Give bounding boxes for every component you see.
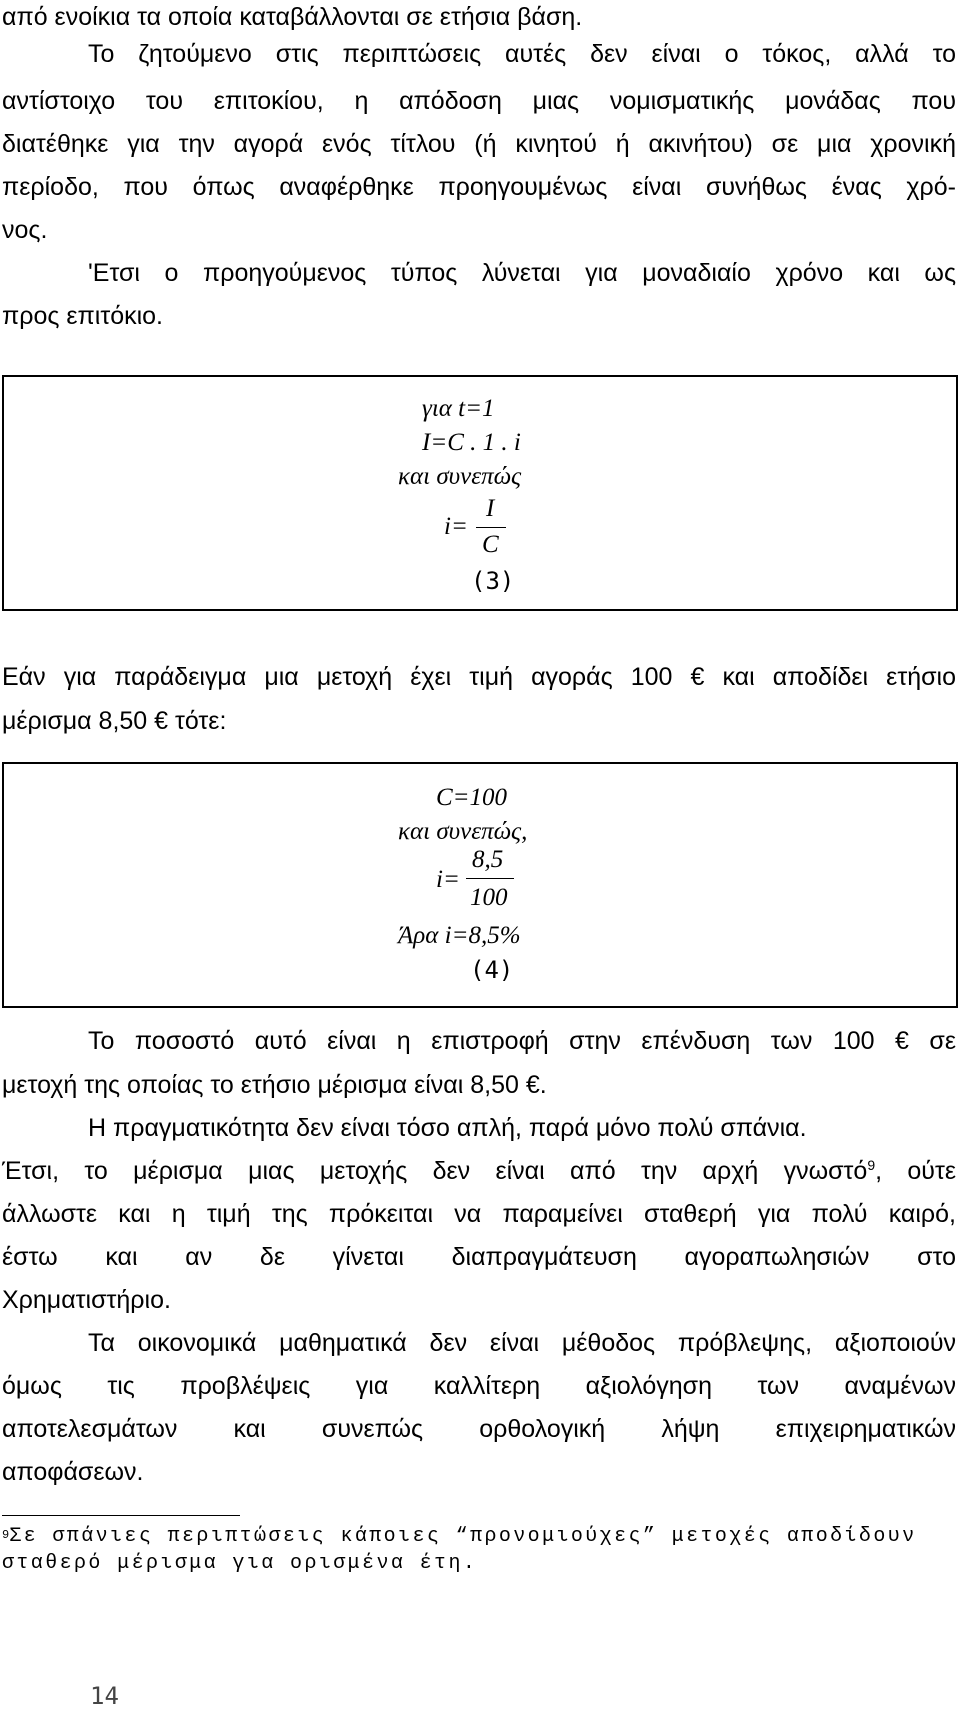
paragraph-line-with-footnote-ref xyxy=(2,1156,956,1186)
formula-line: I=C . 1 . i xyxy=(422,429,521,456)
footnote-reference[interactable]: 9 xyxy=(867,1157,876,1173)
formula-line: Άρα i=8,5% xyxy=(398,922,521,949)
paragraph-line: 'Ετσι ο προηγούμενος τύπος λύνεται για μοναδιαίο χρόνο και ως xyxy=(88,259,956,287)
paragraph-line: από ενοίκια τα οποία καταβάλλονται σε ετήσια βάση. xyxy=(2,3,583,31)
paragraph-line: άλλωστε και η τιμή της πρόκειται να παραμείνει σταθερή για πολύ καιρό, xyxy=(2,1200,956,1228)
paragraph-line: προς επιτόκιο. xyxy=(2,302,163,330)
fraction-bar xyxy=(476,527,506,528)
formula-box-3 xyxy=(2,375,958,611)
paragraph-line: Τα οικονομικά μαθηματικά δεν είναι μέθοδος πρόβλεψης, αξιοποιούν xyxy=(88,1329,956,1357)
text-span: Έτσι, το μέρισμα μιας μετοχής δεν είναι από την αρχή γνωστό xyxy=(2,1157,868,1185)
footnote-line xyxy=(2,1523,956,1551)
footnote-separator xyxy=(2,1515,240,1516)
fraction-denominator: C xyxy=(482,531,499,558)
paragraph-line: Το ποσοστό αυτό είναι η επιστροφή στην επένδυση των 100 € σε xyxy=(88,1027,956,1055)
fraction-numerator: I xyxy=(486,495,495,522)
formula-line: για t=1 xyxy=(422,395,495,422)
equation-number: (4) xyxy=(470,956,514,984)
equation-number: (3) xyxy=(471,567,515,595)
paragraph-line: αντίστοιχο του επιτοκίου, η απόδοση μιας νομισματικής μονάδας που xyxy=(2,87,956,115)
paragraph-line: Εάν για παράδειγμα μια μετοχή έχει τιμή αγοράς 100 € και αποδίδει ετήσιο xyxy=(2,663,956,691)
paragraph-line: μέρισμα 8,50 € τότε: xyxy=(2,707,227,735)
formula-line: και συνεπώς, xyxy=(398,818,528,845)
footnote-line: σταθερό μέρισμα για ορισμένα έτη. xyxy=(2,1552,478,1575)
page-number: 14 xyxy=(90,1682,119,1710)
paragraph-line: όμως τις προβλέψεις για καλλίτερη αξιολόγηση των αναμένων xyxy=(2,1372,956,1400)
fraction-numerator: 8,5 xyxy=(472,846,504,873)
paragraph-line: Το ζητούμενο στις περιπτώσεις αυτές δεν είναι ο τόκος, αλλά το xyxy=(88,40,956,68)
formula-box-4 xyxy=(2,762,958,1008)
paragraph-line: Χρηματιστήριο. xyxy=(2,1286,171,1314)
formula-line: και συνεπώς xyxy=(398,463,522,490)
fraction-bar xyxy=(466,878,514,879)
formula-line: C=100 xyxy=(436,784,508,811)
paragraph-line: μετοχή της οποίας το ετήσιο μέρισμα είναι 8,50 €. xyxy=(2,1071,547,1099)
fraction-denominator: 100 xyxy=(470,884,508,911)
fraction-lhs: i= xyxy=(444,513,468,540)
text-span: , ούτε xyxy=(875,1157,956,1185)
paragraph-line: διατέθηκε για την αγορά ενός τίτλου (ή κινητού ή ακινήτου) σε μια χρονική xyxy=(2,130,956,158)
paragraph-line: έστω και αν δε γίνεται διαπραγμάτευση αγοραπωλησιών στο xyxy=(2,1243,956,1271)
paragraph-line: Η πραγματικότητα δεν είναι τόσο απλή, παρά μόνο πολύ σπάνια. xyxy=(88,1114,807,1142)
footnote-marker: 9 xyxy=(2,1528,10,1542)
paragraph-line: αποφάσεων. xyxy=(2,1458,144,1486)
paragraph-line: αποτελεσμάτων και συνεπώς ορθολογική λήψη επιχειρηματικών xyxy=(2,1415,956,1443)
paragraph-line: νος. xyxy=(2,216,48,244)
footnote-text: Σε σπάνιες περιπτώσεις κάποιες “προνομιούχες” μετοχές αποδίδουν xyxy=(9,1525,917,1548)
fraction-i-equals-I-over-C xyxy=(444,495,554,565)
paragraph-line: περίοδο, που όπως αναφέρθηκε προηγουμένως είναι συνήθως ένας χρό- xyxy=(2,173,956,201)
fraction-i-equals-8-5-over-100 xyxy=(436,846,566,918)
fraction-lhs: i= xyxy=(436,866,460,893)
